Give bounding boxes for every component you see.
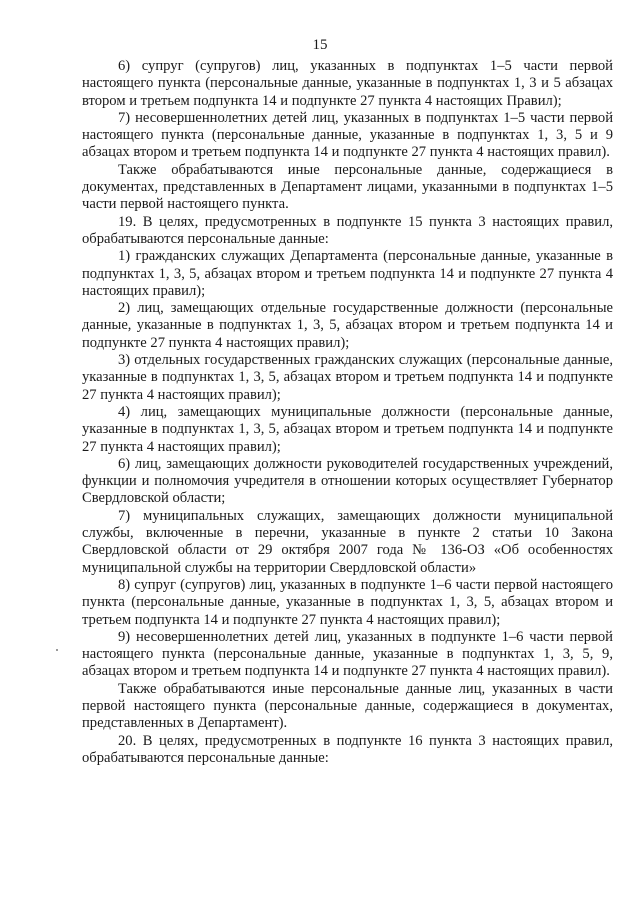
paragraph-clause-19-item-4: 4) лиц, замещающих муниципальные должности (персональные данные, указанные в подпунктах 1, 3, 5, абзацах втором и третьем подпункта 14 и подпункте 27 пункта 4 настоящих правил); [82, 403, 613, 455]
paragraph-clause-19-item-8: 8) супруг (супругов) лиц, указанных в подпункте 1–6 части первой настоящего пункта (персональные данные, указанные в подпунктах 1, 3, 5, абзацах втором и третьем подпункта 14 и подпункте 27 пункта 4 настоящих правил); [82, 576, 613, 628]
paragraph-clause-19-item-9: 9) несовершеннолетних детей лиц, указанных в подпункте 1–6 части первой настоящего пункта (персональные данные, указанные в подпунктах 1, 3, 5, 9, абзацах втором и третьем подпункта 14 и подпункте 27 пункта 4 настоящих правил). [82, 628, 613, 680]
paragraph-also-processed: Также обрабатываются иные персональные данные, содержащиеся в документах, представленных в Департамент лицами, указанными в подпунктах 1–5 части первой настоящего пункта. [82, 161, 613, 213]
paragraph-clause-19-also-processed: Также обрабатываются иные персональные данные лиц, указанных в части первой настоящего пункта (персональные данные, содержащиеся в документах, представленных в Департамент). [82, 680, 613, 732]
paragraph-clause-19-item-1: 1) гражданских служащих Департамента (персональные данные, указанные в подпунктах 1, 3, 5, абзацах втором и третьем подпункта 14 и подпункте 27 пункта 4 настоящих правил); [82, 248, 613, 299]
paragraph-clause-19-item-3: 3) отдельных государственных гражданских служащих (персональные данные, указанные в подпунктах 1, 3, 5, абзацах втором и третьем подпункта 14 и подпункте 27 пункта 4 настоящих правил); [82, 352, 613, 403]
paragraph-item-7-children: 7) несовершеннолетних детей лиц, указанных в подпунктах 1–5 части первой настоящего пункта (персональные данные, указанные в подпунктах 1, 3, 5 и 9 абзацах втором и третьем подпункта 14 и подпункте 27 пункта 4 настоящих правил). [82, 109, 613, 161]
paragraph-clause-20: 20. В целях, предусмотренных в подпункте 16 пункта 3 настоящих правил, обрабатываются персональные данные: [82, 732, 613, 766]
paragraph-clause-19-item-6: 6) лиц, замещающих должности руководителей государственных учреждений, функции и полномочия учредителя в отношении которых осуществляет Губернатор Свердловской области; [82, 455, 613, 507]
page-number: 15 [312, 37, 328, 53]
document-body [82, 58, 613, 767]
paragraph-clause-19: 19. В целях, предусмотренных в подпункте 15 пункта 3 настоящих правил, обрабатываются персональные данные: [82, 213, 613, 247]
paragraph-item-6-spouses: 6) супруг (супругов) лиц, указанных в подпунктах 1–5 части первой настоящего пункта (персональные данные, указанные в подпунктах 1, 3 и 5 абзацах втором и третьем подпункта 14 и подпункте 27 пункта 4 настоящих Правил); [82, 58, 613, 109]
paragraph-clause-19-item-2: 2) лиц, замещающих отдельные государственные должности (персональные данные, указанные в подпунктах 1, 3, 5, абзацах втором и третьем подпункта 14 и подпункте 27 пункта 4 настоящих правил); [82, 300, 613, 351]
scan-speck [56, 649, 58, 651]
paragraph-clause-19-item-7: 7) муниципальных служащих, замещающих должности муниципальной службы, включенные в перечни, указанные в пункте 2 статьи 10 Закона Свердловской области от 29 октября 2007 года № 136-ОЗ «Об особенностях муниципальной службы на территории Свердловской области» [82, 507, 613, 576]
